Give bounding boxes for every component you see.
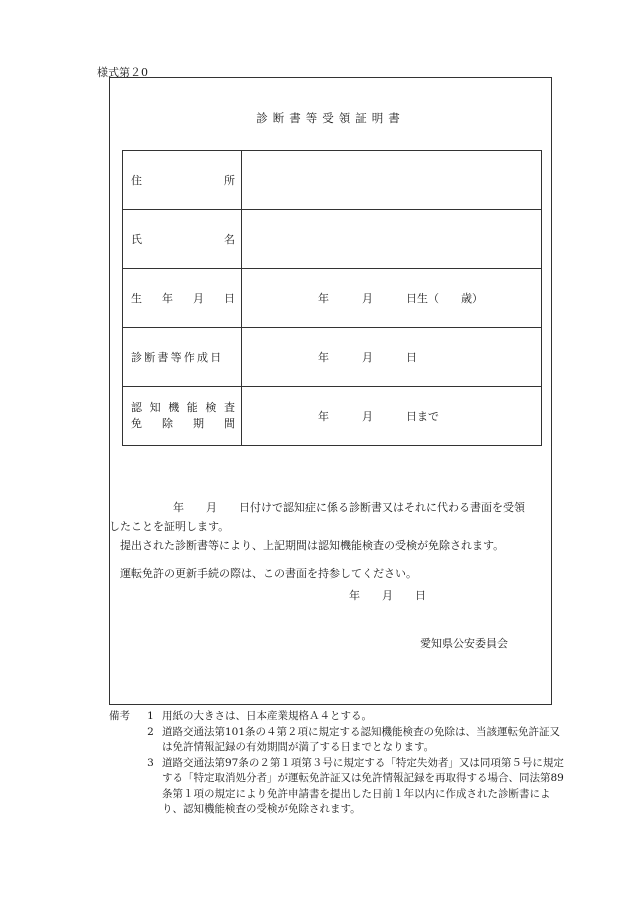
certification-statement <box>109 498 553 536</box>
form-number: 様式第２0 <box>97 66 148 79</box>
note-text: 道路交通法第101条の４第２項に規定する認知機能検査の免除は、当該運転免許証又は免許情報記録の有効期間が満了する日までとなります。 <box>162 725 561 753</box>
exemption-statement: 提出された診断書等により、上記期間は認知機能検査の受検が免除されます。 <box>120 539 505 552</box>
note-text: 用紙の大きさは、日本産業規格Ａ４とする。 <box>162 710 372 722</box>
notes-spacer <box>109 756 139 818</box>
label-char: 年 <box>162 292 173 305</box>
label-char: 期 <box>193 417 204 430</box>
label-text: 診断書等作成日 <box>131 351 224 364</box>
table-row-created-date <box>123 328 542 387</box>
label-char: 住 <box>131 174 142 187</box>
notes-heading: 備考 <box>109 710 130 722</box>
label-char: 検 <box>205 401 217 414</box>
birthdate-value: 年 月 日生（ 歳） <box>318 292 483 305</box>
label-char: 日 <box>224 292 235 305</box>
name-field[interactable] <box>242 210 542 269</box>
note-number: 1 <box>147 710 154 722</box>
label-char: 機 <box>168 401 180 414</box>
label-char: 生 <box>131 292 142 305</box>
table-row-exemption-period <box>123 387 542 446</box>
label-char: 氏 <box>131 233 142 246</box>
certification-line-2: したことを証明します。 <box>109 520 230 533</box>
label-address <box>123 151 242 210</box>
label-created-date <box>123 328 242 387</box>
label-exemption-period <box>123 387 242 446</box>
notes-spacer <box>109 725 139 756</box>
exemption-period-value: 年 月 日まで <box>318 410 439 423</box>
label-char: 所 <box>224 174 235 187</box>
note-number: 3 <box>147 756 154 769</box>
table-row-birthdate <box>123 269 542 328</box>
label-char: 間 <box>224 417 235 430</box>
label-char: 査 <box>223 401 235 414</box>
label-char: 免 <box>131 417 142 430</box>
label-char: 月 <box>193 292 204 305</box>
label-char: 名 <box>224 233 235 246</box>
label-birthdate <box>123 269 242 328</box>
notes-section <box>109 709 569 818</box>
certificate-frame <box>109 77 552 705</box>
table-row-name <box>123 210 542 269</box>
birthdate-field[interactable] <box>242 269 542 328</box>
created-date-field[interactable] <box>242 328 542 387</box>
label-name <box>123 210 242 269</box>
note-item <box>109 709 569 725</box>
note-text: 道路交通法第97条の２第１項第３号に規定する「特定失効者」又は同項第５号に規定する「特定取消処分者」が運転免許証又は免許情報記録を再取得する場合、同法第89条第１項の規定により免許申請書を提出した日前１年以内に作成された診断書により、認知機能検査の受検が免除されます。 <box>162 756 564 815</box>
note-item <box>109 756 569 818</box>
table-row-address <box>123 151 542 210</box>
address-field[interactable] <box>242 151 542 210</box>
label-char: 能 <box>186 401 198 414</box>
label-char: 認 <box>131 401 142 414</box>
exemption-period-field[interactable] <box>242 387 542 446</box>
certificate-table <box>122 150 542 446</box>
label-char: 知 <box>149 401 161 414</box>
note-number: 2 <box>147 725 154 738</box>
document-title: 診断書等受領証明書 <box>256 111 405 125</box>
issue-date: 年 月 日 <box>349 589 426 602</box>
created-date-value: 年 月 日 <box>318 351 417 364</box>
renewal-instruction: 運転免許の更新手続の際は、この書面を持参してください。 <box>120 567 417 580</box>
label-char: 除 <box>162 417 173 430</box>
certification-line-1: 年 月 日付けで認知症に係る診断書又はそれに代わる書面を受領 <box>173 501 525 514</box>
issuer-name: 愛知県公安委員会 <box>420 637 508 650</box>
note-item <box>109 725 569 756</box>
